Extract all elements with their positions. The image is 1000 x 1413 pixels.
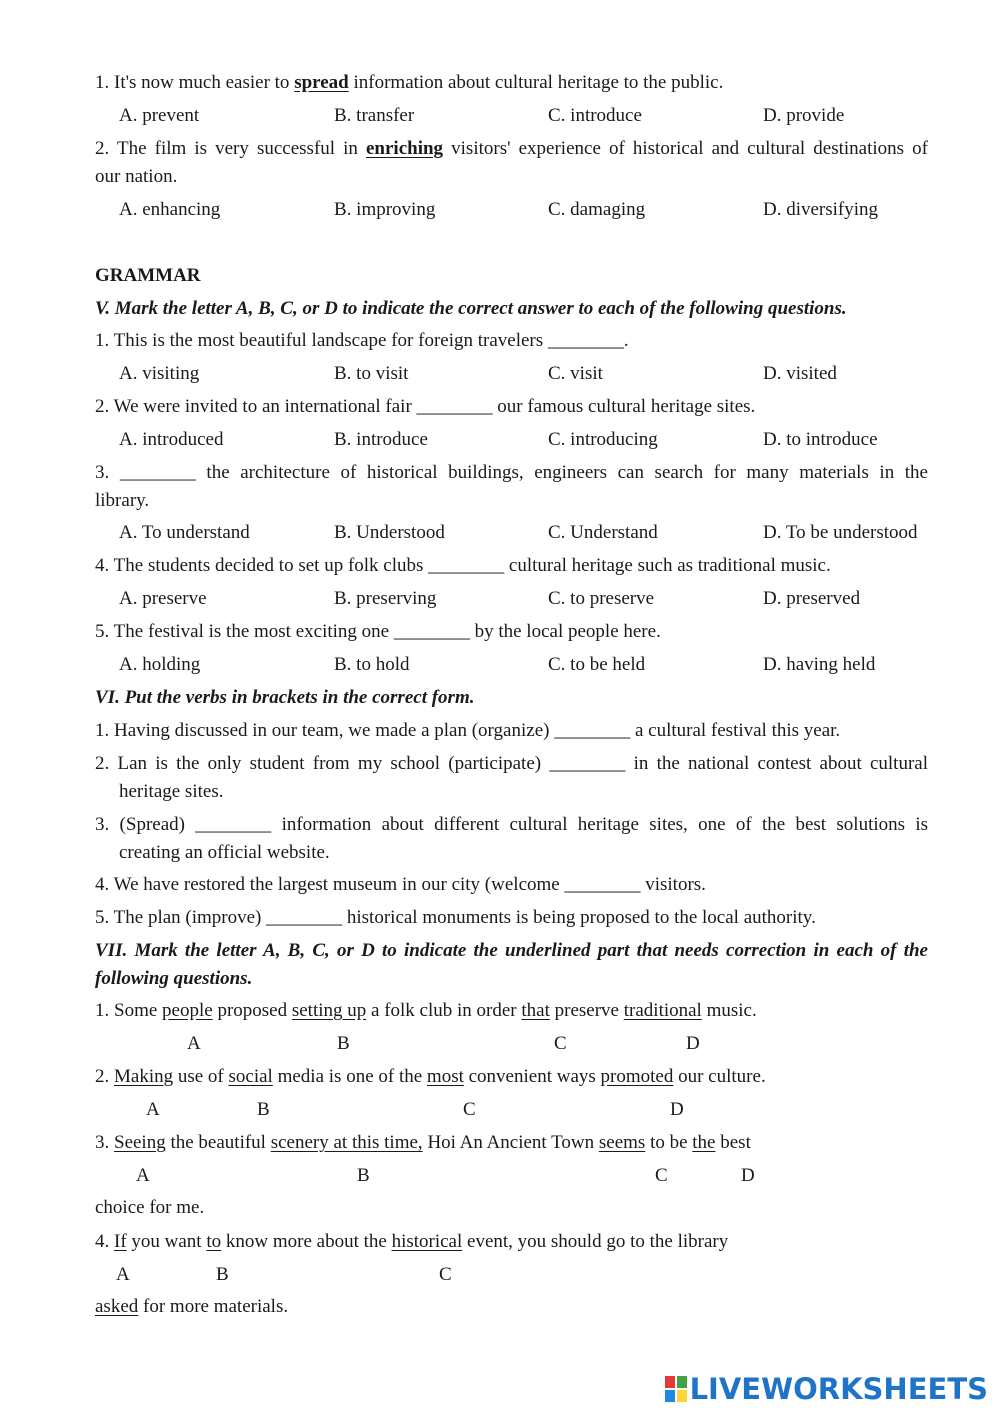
logo-square-blue	[665, 1390, 675, 1402]
s5-q3: 3. ________ the architecture of historical buildings, engineers can search for many materials in the	[95, 462, 928, 483]
logo-square-green	[677, 1376, 687, 1388]
option-d[interactable]: D. having held	[763, 654, 876, 675]
option-a[interactable]: A. To understand	[119, 522, 250, 543]
s7-q3: 3. Seeing the beautiful scenery at this time, Hoi An Ancient Town seems to be the best	[95, 1132, 751, 1153]
option-d[interactable]: D. visited	[763, 363, 837, 384]
option-d[interactable]: D	[741, 1165, 755, 1186]
vocab-q1: 1. It's now much easier to spread information about cultural heritage to the public.	[95, 72, 724, 93]
s6-item-3: 3. (Spread) ________ information about different cultural heritage sites, one of the best solutions is	[95, 814, 928, 835]
key-word: enriching	[366, 138, 444, 159]
s7-q4: 4. If you want to know more about the historical event, you should go to the library	[95, 1231, 729, 1252]
option-c[interactable]: C. to preserve	[548, 588, 655, 609]
s6-item-3-cont: creating an official website.	[119, 842, 330, 863]
s6-item-1: 1. Having discussed in our team, we made a plan (organize) ________ a cultural festival this year.	[95, 720, 841, 741]
option-a[interactable]: A	[146, 1099, 160, 1120]
option-c[interactable]: C	[655, 1165, 668, 1186]
underlined-part-a: If	[114, 1231, 127, 1252]
option-d[interactable]: D. diversifying	[763, 199, 879, 220]
option-b[interactable]: B. to visit	[334, 363, 409, 384]
option-d[interactable]: D. preserved	[763, 588, 861, 609]
s5-q2: 2. We were invited to an international fair ________ our famous cultural heritage sites.	[95, 396, 756, 417]
option-c[interactable]: C. Understand	[548, 522, 658, 543]
option-b[interactable]: B. Understood	[334, 522, 445, 543]
option-b[interactable]: B. improving	[334, 199, 436, 220]
option-b[interactable]: B	[337, 1033, 350, 1054]
option-a[interactable]: A. enhancing	[119, 199, 221, 220]
section-vii-title-cont: following questions.	[95, 968, 253, 989]
option-a[interactable]: A. introduced	[119, 429, 224, 450]
option-c[interactable]: C. introduce	[548, 105, 642, 126]
s5-q3-cont: library.	[95, 490, 150, 511]
key-word: spread	[294, 72, 349, 93]
s5-q4: 4. The students decided to set up folk clubs ________ cultural heritage such as traditional music.	[95, 555, 831, 576]
s7-q3-cont: choice for me.	[95, 1197, 205, 1218]
s6-item-2: 2. Lan is the only student from my school (participate) ________ in the national contest about cultural	[95, 753, 928, 774]
underlined-part-a: people	[162, 1000, 213, 1021]
option-d[interactable]: D	[670, 1099, 684, 1120]
option-a[interactable]: A. holding	[119, 654, 201, 675]
option-c[interactable]: C. to be held	[548, 654, 646, 675]
underlined-part-a: Making	[114, 1066, 174, 1087]
underlined-part-a: Seeing	[114, 1132, 166, 1153]
underlined-part-c: seems	[598, 1132, 646, 1153]
option-b[interactable]: B	[216, 1264, 229, 1285]
s7-q4-cont: asked for more materials.	[95, 1296, 289, 1317]
option-a[interactable]: A	[136, 1165, 150, 1186]
liveworksheets-logo[interactable]	[665, 1372, 988, 1406]
logo-mark-icon	[665, 1376, 687, 1402]
option-a[interactable]: A. prevent	[119, 105, 200, 126]
underlined-part-b: scenery at this time,	[270, 1132, 423, 1153]
logo-text: LIVEWORKSHEETS	[689, 1372, 988, 1406]
option-a[interactable]: A. preserve	[119, 588, 207, 609]
option-d[interactable]: D. to introduce	[763, 429, 878, 450]
s7-q2: 2. Making use of social media is one of the most convenient ways promoted our culture.	[95, 1066, 766, 1087]
vocab-q2: 2. The film is very successful in enriching visitors' experience of historical and cultural destinations of	[95, 138, 928, 159]
option-d[interactable]: D. To be understood	[763, 522, 918, 543]
underlined-part-b: social	[228, 1066, 273, 1087]
option-b[interactable]: B	[257, 1099, 270, 1120]
option-a[interactable]: A	[187, 1033, 201, 1054]
grammar-heading: GRAMMAR	[95, 265, 201, 286]
option-b[interactable]: B. preserving	[334, 588, 437, 609]
logo-square-yellow	[677, 1390, 687, 1402]
logo-square-red	[665, 1376, 675, 1388]
s5-q1: 1. This is the most beautiful landscape for foreign travelers ________.	[95, 330, 629, 351]
underlined-part-d: promoted	[600, 1066, 674, 1087]
option-c[interactable]: C	[554, 1033, 567, 1054]
s6-item-4: 4. We have restored the largest museum in our city (welcome ________ visitors.	[95, 874, 706, 895]
s5-q5: 5. The festival is the most exciting one ________ by the local people here.	[95, 621, 661, 642]
section-vi-title: VI. Put the verbs in brackets in the correct form.	[95, 687, 475, 708]
option-c[interactable]: C. introducing	[548, 429, 658, 450]
option-b[interactable]: B	[357, 1165, 370, 1186]
option-d[interactable]: D. provide	[763, 105, 845, 126]
underlined-part-d: the	[692, 1132, 716, 1153]
underlined-part-c: that	[521, 1000, 550, 1021]
s6-item-2-cont: heritage sites.	[119, 781, 224, 802]
underlined-part-d: asked	[95, 1296, 139, 1317]
underlined-part-d: traditional	[623, 1000, 702, 1021]
s7-q1: 1. Some people proposed setting up a folk club in order that preserve traditional music.	[95, 1000, 757, 1021]
vocab-q2-cont: our nation.	[95, 166, 178, 187]
underlined-part-c: most	[426, 1066, 464, 1087]
option-b[interactable]: B. introduce	[334, 429, 428, 450]
option-d[interactable]: D	[686, 1033, 700, 1054]
s6-item-5: 5. The plan (improve) ________ historical monuments is being proposed to the local authority.	[95, 907, 816, 928]
option-b[interactable]: B. transfer	[334, 105, 415, 126]
option-c[interactable]: C	[439, 1264, 452, 1285]
underlined-part-b: setting up	[291, 1000, 367, 1021]
option-c[interactable]: C	[463, 1099, 476, 1120]
option-a[interactable]: A	[116, 1264, 130, 1285]
option-a[interactable]: A. visiting	[119, 363, 200, 384]
option-b[interactable]: B. to hold	[334, 654, 410, 675]
underlined-part-b: to	[206, 1231, 222, 1252]
option-c[interactable]: C. visit	[548, 363, 603, 384]
option-c[interactable]: C. damaging	[548, 199, 646, 220]
section-vii-title: VII. Mark the letter A, B, C, or D to indicate the underlined part that needs correction in each of the	[95, 940, 928, 961]
underlined-part-c: historical	[391, 1231, 463, 1252]
section-v-title: V. Mark the letter A, B, C, or D to indicate the correct answer to each of the following questions.	[95, 298, 847, 319]
